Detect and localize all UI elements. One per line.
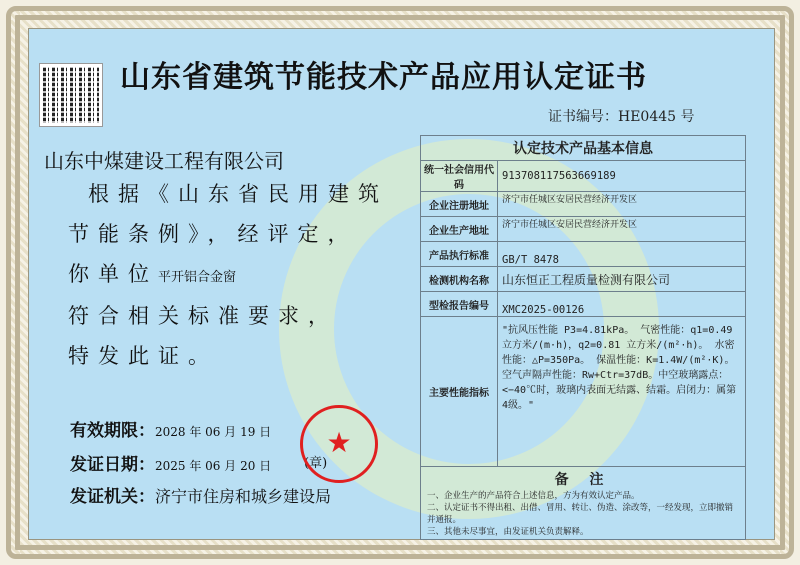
company-name: 山东中煤建设工程有限公司: [44, 149, 284, 173]
star-icon: ★: [326, 426, 352, 459]
table-row: 产品执行标准 GB/T 8478: [421, 242, 746, 267]
validity-label: 有效期限：: [70, 421, 155, 441]
remarks-title: 备 注: [554, 472, 612, 488]
issue-date: [70, 450, 271, 475]
body-line-2: 节能条例》，经评定，: [68, 222, 358, 246]
certificate-number: 证书编号：HE0445 号: [548, 109, 695, 125]
table-row: 企业注册地址 济宁市任城区安居民营经济开发区: [421, 192, 746, 217]
table-row: 主要性能指标 "抗风压性能 P3=4.81kPa。 气密性能：q1=0.49 立方米/(m·h)，q2=0.81 立方米/(m²·h)。 水密性能：△P=350Pa。 保温性能：K=1.4W/(m²·K)。 空气声隔声性能：Rw+Ctr=37dB。中空玻璃露点：<−40℃时，玻璃内表面无结露、结霜。启闭力：属第4级。": [421, 317, 746, 467]
table-row: 企业生产地址 济宁市任城区安居民营经济开发区: [421, 217, 746, 242]
table-row: 型检报告编号 XMC2025-00126: [421, 292, 746, 317]
body-line-3: [68, 258, 236, 288]
issuer-label: 发证机关：: [70, 487, 155, 507]
official-seal: [300, 405, 378, 483]
body-line-4: 符合相关标准要求，: [68, 304, 338, 328]
product-name: 平开铝合金窗: [158, 270, 237, 285]
table-row: 检测机构名称 山东恒正工程质量检测有限公司: [421, 267, 746, 292]
validity-value: 2028 年 06 月 19 日: [155, 425, 272, 439]
remarks: [421, 467, 746, 540]
product-info-table: [420, 135, 746, 540]
issue-date-value: 2025 年 06 月 20 日: [155, 459, 272, 473]
issuer-value: 济宁市住房和城乡建设局: [155, 487, 332, 506]
qr-code[interactable]: [40, 64, 102, 126]
remark-item: 三、其他未尽事宜，由发证机关负责解释。: [427, 527, 589, 537]
table-row: 统一社会信用代码 91370811756366918​9: [421, 161, 746, 192]
table-header: 认定技术产品基本信息: [421, 136, 746, 161]
issuer: [70, 482, 331, 507]
remark-item: 一、企业生产的产品符合上述信息，方为有效认定产品。: [427, 491, 640, 501]
you-unit: 你单位: [68, 262, 158, 286]
remark-item: 二、认定证书不得出租、出借、冒用、转让、伪造、涂改等，一经发现，立即撤销并通报。: [427, 503, 734, 525]
validity: [70, 416, 271, 441]
body-line-1: 根据《山东省民用建筑: [88, 182, 388, 206]
issue-date-label: 发证日期：: [70, 455, 155, 475]
certificate-title: 山东省建筑节能技术产品应用认定证书: [120, 60, 647, 95]
body-line-5: 特发此证。: [68, 344, 218, 368]
seal-mark: (章): [304, 456, 328, 471]
